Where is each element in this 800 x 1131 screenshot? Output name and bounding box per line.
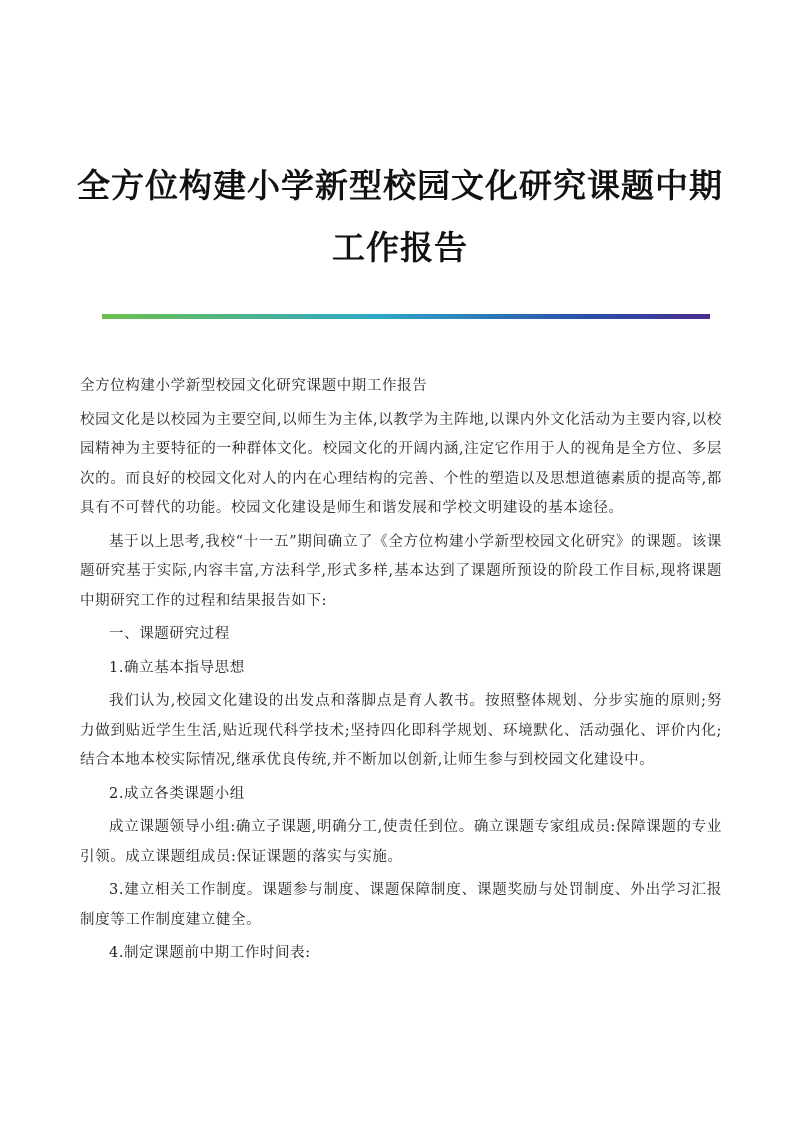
body-paragraph: 3.建立相关工作制度。课题参与制度、课题保障制度、课题奖励与处罚制度、外出学习汇报制度等工作制度建立健全。 bbox=[80, 882, 722, 928]
subsection-heading: 1.确立基本指导思想 bbox=[109, 659, 245, 676]
document-title-line-2: 工作报告 bbox=[332, 228, 468, 267]
body-paragraph: 基于以上思考,我校“十一五”期间确立了《全方位构建小学新型校园文化研究》的课题。该课题研究基于实际,内容丰富,方法科学,形式多样,基本达到了课题所预设的阶段工作目标,现将课题中期研究工作的过程和结果报告如下: bbox=[80, 533, 722, 609]
document-body bbox=[80, 372, 722, 973]
body-paragraph: 成立课题领导小组:确立子课题,明确分工,使责任到位。确立课题专家组成员:保障课题的专业引领。成立课题组成员:保证课题的落实与实施。 bbox=[80, 819, 722, 865]
subtitle-paragraph: 全方位构建小学新型校园文化研究课题中期工作报告 bbox=[80, 378, 428, 394]
document-title-line-1: 全方位构建小学新型校园文化研究课题中期 bbox=[77, 166, 723, 205]
section-heading: 一、课题研究过程 bbox=[109, 626, 230, 642]
gradient-divider bbox=[102, 314, 710, 319]
body-paragraph: 校园文化是以校园为主要空间,以师生为主体,以教学为主阵地,以课内外文化活动为主要内容,以校园精神为主要特征的一种群体文化。校园文化的开阔内涵,注定它作用于人的视角是全方位、多层次的。而良好的校园文化对人的内在心理结构的完善、个性的塑造以及思想道德素质的提高等,都具有不可替代的功能。校园文化建设是师生和谐发展和学校文明建设的基本途径。 bbox=[80, 411, 722, 516]
body-paragraph: 我们认为,校园文化建设的出发点和落脚点是育人教书。按照整体规划、分步实施的原则;努力做到贴近学生生活,贴近现代科学技术;坚持四化即科学规划、环境默化、活动强化、评价内化;结合本地本校实际情况,继承优良传统,并不断加以创新,让师生参与到校园文化建设中。 bbox=[80, 693, 722, 768]
subsection-heading: 4.制定课题前中期工作时间表: bbox=[109, 945, 311, 961]
subsection-heading: 2.成立各类课题小组 bbox=[109, 785, 245, 802]
